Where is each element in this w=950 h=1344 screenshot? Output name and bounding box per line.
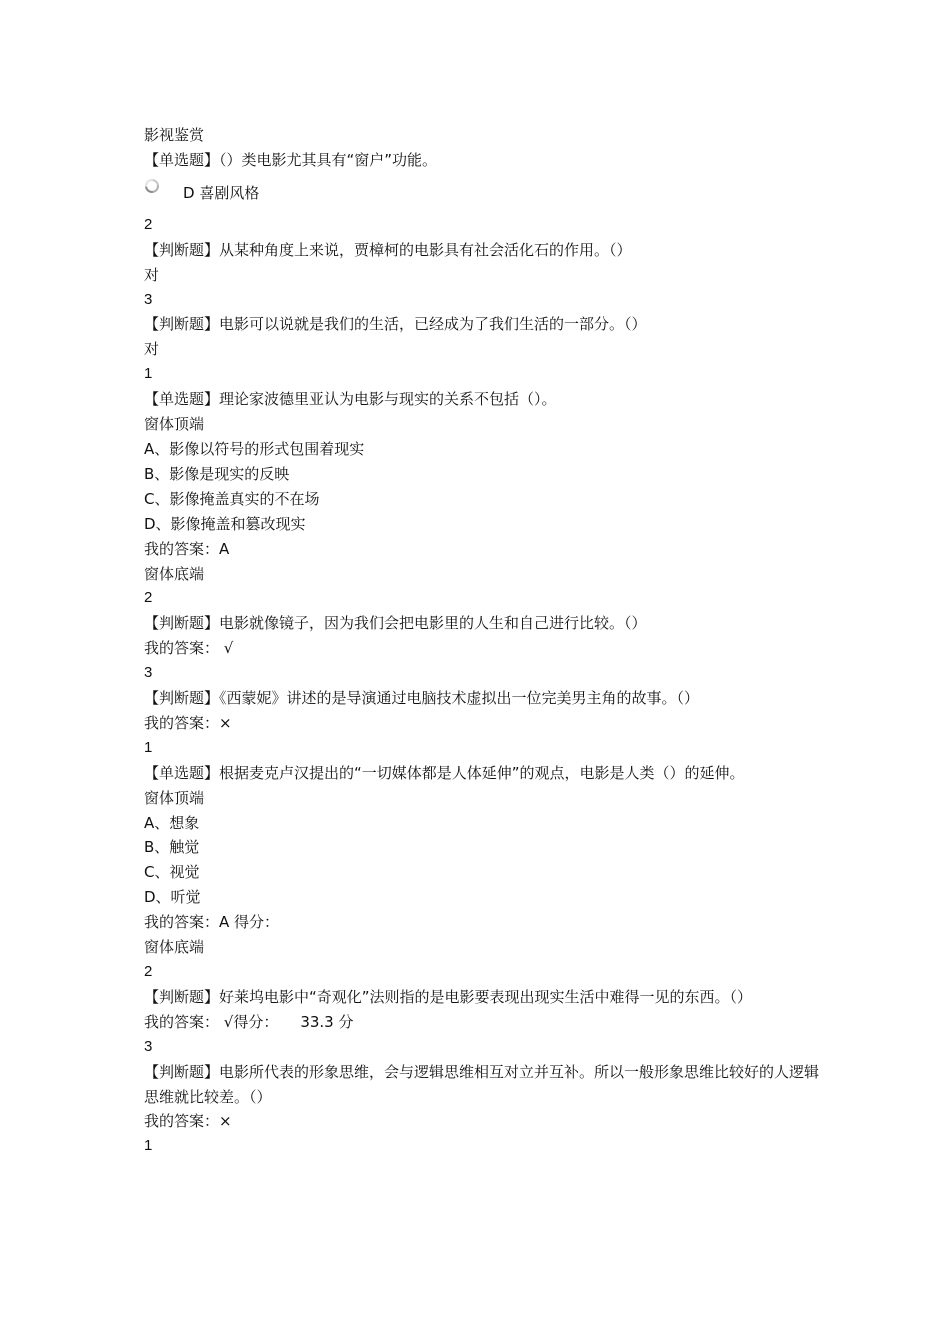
question-4: 【单选题】理论家波德里亚认为电影与现实的关系不包括（）。	[144, 390, 557, 409]
question-9: 【判断题】电影所代表的形象思维，会与逻辑思维相互对立并互补。所以一般形象思维比较好的人逻辑思维就比较差。（）	[144, 1062, 820, 1106]
question-6: 【判断题】《西蒙妮》讲述的是导演通过电脑技术虚拟出一位完美男主角的故事。（）	[144, 689, 700, 708]
option-a: A、影像以符号的形式包围着现实	[144, 439, 365, 458]
item-number: 3	[144, 290, 153, 308]
item-number: 2	[144, 963, 153, 980]
question-7: 【单选题】根据麦克卢汉提出的“一切媒体都是人体延伸”的观点，电影是人类（）的延伸。	[144, 763, 745, 782]
item-number: 3	[144, 664, 153, 682]
item-number: 1	[144, 1137, 153, 1155]
answer-3: 对	[144, 340, 160, 359]
form-top-marker: 窗体顶端	[144, 788, 205, 807]
my-answer: 我的答案：A 得分：	[144, 913, 280, 932]
answer-score-row	[144, 1010, 824, 1035]
question-1: 【单选题】（）类电影尤其具有“窗户”功能。	[144, 150, 438, 169]
option-c: C、影像掩盖真实的不在场	[144, 489, 320, 508]
question-8: 【判断题】好莱坞电影中“奇观化”法则指的是电影要表现出现实生活中难得一见的东西。（）	[144, 987, 753, 1006]
form-bottom-marker: 窗体底端	[144, 564, 205, 583]
option-a: A、想象	[144, 813, 200, 832]
form-top-marker: 窗体顶端	[144, 415, 205, 434]
my-answer: 我的答案： √	[144, 639, 234, 658]
option-d: D、听觉	[144, 888, 201, 907]
option-b: B、触觉	[144, 838, 200, 857]
document-body	[144, 123, 824, 1159]
option-b: B、影像是现实的反映	[144, 464, 290, 483]
form-bottom-marker: 窗体底端	[144, 938, 205, 957]
question-3: 【判断题】电影可以说就是我们的生活，已经成为了我们生活的一部分。（）	[144, 315, 647, 334]
answer-row-1	[144, 173, 824, 213]
loading-spinner-icon	[144, 178, 160, 194]
question-2: 【判断题】从某种角度上来说，贾樟柯的电影具有社会活化石的作用。（）	[144, 240, 632, 259]
item-number: 2	[144, 589, 153, 607]
answer-1: D 喜剧风格	[183, 183, 260, 202]
score-value: 33.3 分	[300, 1012, 354, 1031]
question-5: 【判断题】电影就像镜子，因为我们会把电影里的人生和自己进行比较。（）	[144, 614, 647, 633]
item-number: 1	[144, 365, 153, 383]
option-c: C、视觉	[144, 863, 200, 882]
my-answer: 我的答案：×	[144, 1112, 232, 1131]
item-number: 2	[144, 215, 153, 233]
item-number: 1	[144, 738, 153, 756]
option-d: D、影像掩盖和篡改现实	[144, 514, 306, 533]
item-number: 3	[144, 1037, 153, 1055]
document-title: 影视鉴赏	[144, 126, 205, 144]
answer-2: 对	[144, 265, 160, 284]
my-answer: 我的答案：×	[144, 713, 232, 732]
my-answer: 我的答案：A	[144, 539, 230, 558]
my-answer: 我的答案： √得分：	[144, 1012, 279, 1031]
